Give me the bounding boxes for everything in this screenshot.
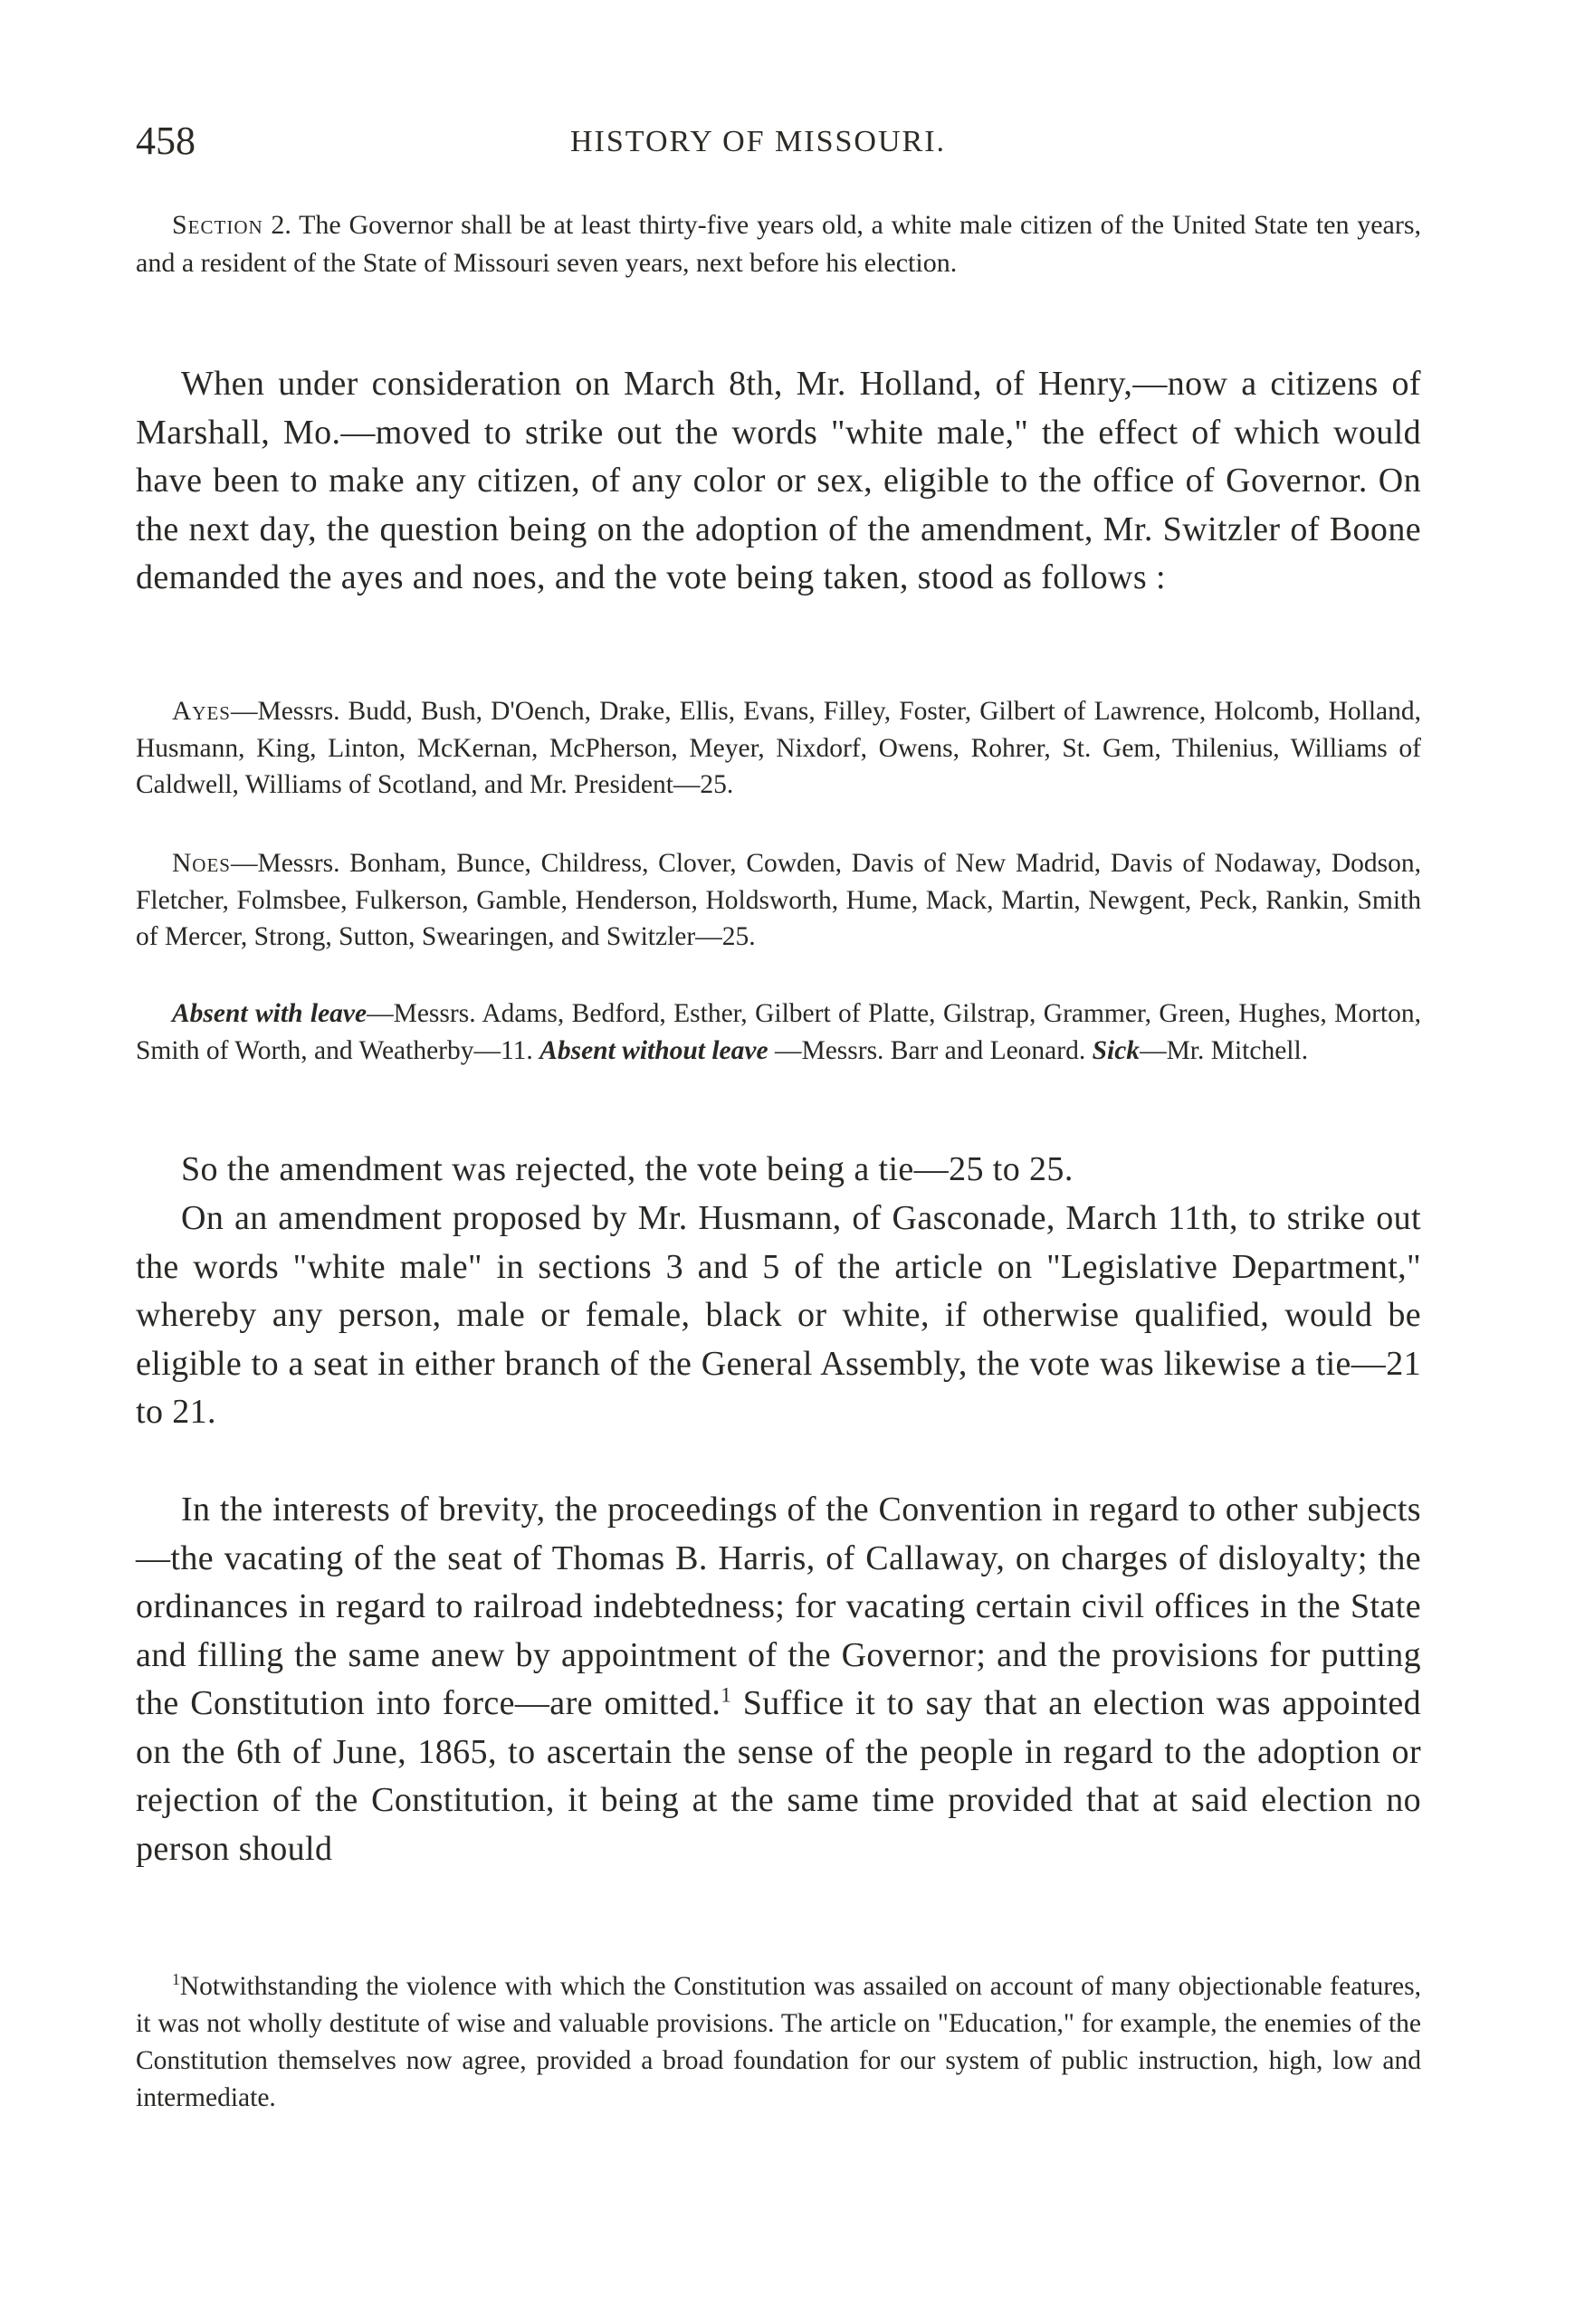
ayes-text: —Messrs. Budd, Bush, D'Oench, Drake, Ellis, Evans, Filley, Foster, Gilbert of Lawrence, Holcomb, Holland, Husmann, King, Linton, McKernan, McPherson, Meyer, Nixdorf, Owens, Rohrer, St. Gem, Thilenius, Williams of Caldwell, Williams of Scotland, and Mr. President—25. bbox=[136, 697, 1421, 799]
paragraph-husmann-amendment: On an amendment proposed by Mr. Husmann, of Gasconade, March 11th, to strike out the words "white male" in sections 3 and 5 of the article on "Legislative Department," whereby any person, male or female, black or white, if otherwise qualified, would be eligible to a seat in either branch of the General Assembly, the vote was likewise a tie—21 to 21. bbox=[136, 1199, 1421, 1431]
absent-with-leave-text: —Messrs. Adams, Bedford, Esther, Gilbert of Platte, Gilstrap, Grammer, Green, Hughes, Morton, Smith of Worth, and Weatherby—11. bbox=[136, 999, 1422, 1065]
vote-ayes bbox=[136, 693, 1421, 804]
ayes-label: Ayes bbox=[172, 697, 231, 726]
paragraph-holland-motion: When under consideration on March 8th, Mr. Holland, of Henry,—now a citizens of Marshall, Mo.—moved to strike out the words "white male," the effect of which would have been to make any citizen, of any color or sex, eligible to the office of Governor. On the next day, the question being on the adoption of the amendment, Mr. Switzler of Boone demanded the ayes and noes, and the vote being taken, stood as follows : bbox=[136, 365, 1421, 596]
page-number: 458 bbox=[136, 119, 196, 163]
sick-label: Sick bbox=[1092, 1035, 1141, 1065]
paragraph-brevity bbox=[136, 1486, 1421, 1873]
running-title: HISTORY OF MISSOURI. bbox=[570, 125, 947, 158]
vote-absent bbox=[136, 995, 1421, 1069]
noes-label: Noes bbox=[172, 849, 231, 878]
footnote-marker: 1 bbox=[172, 1970, 180, 1989]
paragraph-brevity-text: In the interests of brevity, the proceedings of the Convention in regard to other subjects—the vacating of the seat of Thomas B. Harris, of Callaway, on charges of disloyalty; the ordinances in regard to railroad indebtedness; for vacating certain civil offices in the State and filling the same anew by appointment of the Governor; and the provisions for putting the Constitution into force—are omitted. bbox=[136, 1491, 1421, 1722]
vote-noes bbox=[136, 845, 1421, 956]
section-text: 2. The Governor shall be at least thirty-five years old, a white male citizen of the United State ten years, and a resident of the State of Missouri seven years, next before his election. bbox=[136, 210, 1421, 278]
section-label: Section bbox=[172, 210, 263, 240]
page-header bbox=[136, 118, 1421, 163]
absent-without-leave-text: —Messrs. Barr and Leonard. bbox=[768, 1035, 1093, 1065]
footnote-text: Notwithstanding the violence with which the Constitution was assailed on account of many objectionable features, it was not wholly destitute of wise and valuable provisions. The article on "Education," for example, the enemies of the Constitution themselves now agree, provided a broad foundation for our system of public instruction, high, low and intermediate. bbox=[136, 1972, 1421, 2112]
footnote-reference: 1 bbox=[721, 1683, 732, 1707]
paragraph-brevity-continued: Suffice it to say that an election was appointed on the 6th of June, 1865, to ascertain the sense of the people in regard to the adoption or rejection of the Constitution, it being at the same time provided that at said election no person should bbox=[136, 1684, 1421, 1868]
footnote bbox=[136, 1968, 1421, 2117]
absent-without-leave-label: Absent without leave bbox=[539, 1035, 768, 1065]
constitution-section-quote bbox=[136, 206, 1421, 282]
noes-text: —Messrs. Bonham, Bunce, Childress, Clover, Cowden, Davis of New Madrid, Davis of Nodaway, Dodson, Fletcher, Folmsbee, Fulkerson, Gamble, Henderson, Holdsworth, Hume, Mack, Martin, Newgent, Peck, Rankin, Smith of Mercer, Strong, Sutton, Swearingen, and Switzler—25. bbox=[136, 849, 1421, 951]
sick-text: —Mr. Mitchell. bbox=[1140, 1035, 1309, 1065]
paragraph-amendment-rejected: So the amendment was rejected, the vote being a tie—25 to 25. bbox=[181, 1150, 1074, 1188]
absent-with-leave-label: Absent with leave bbox=[172, 999, 368, 1028]
